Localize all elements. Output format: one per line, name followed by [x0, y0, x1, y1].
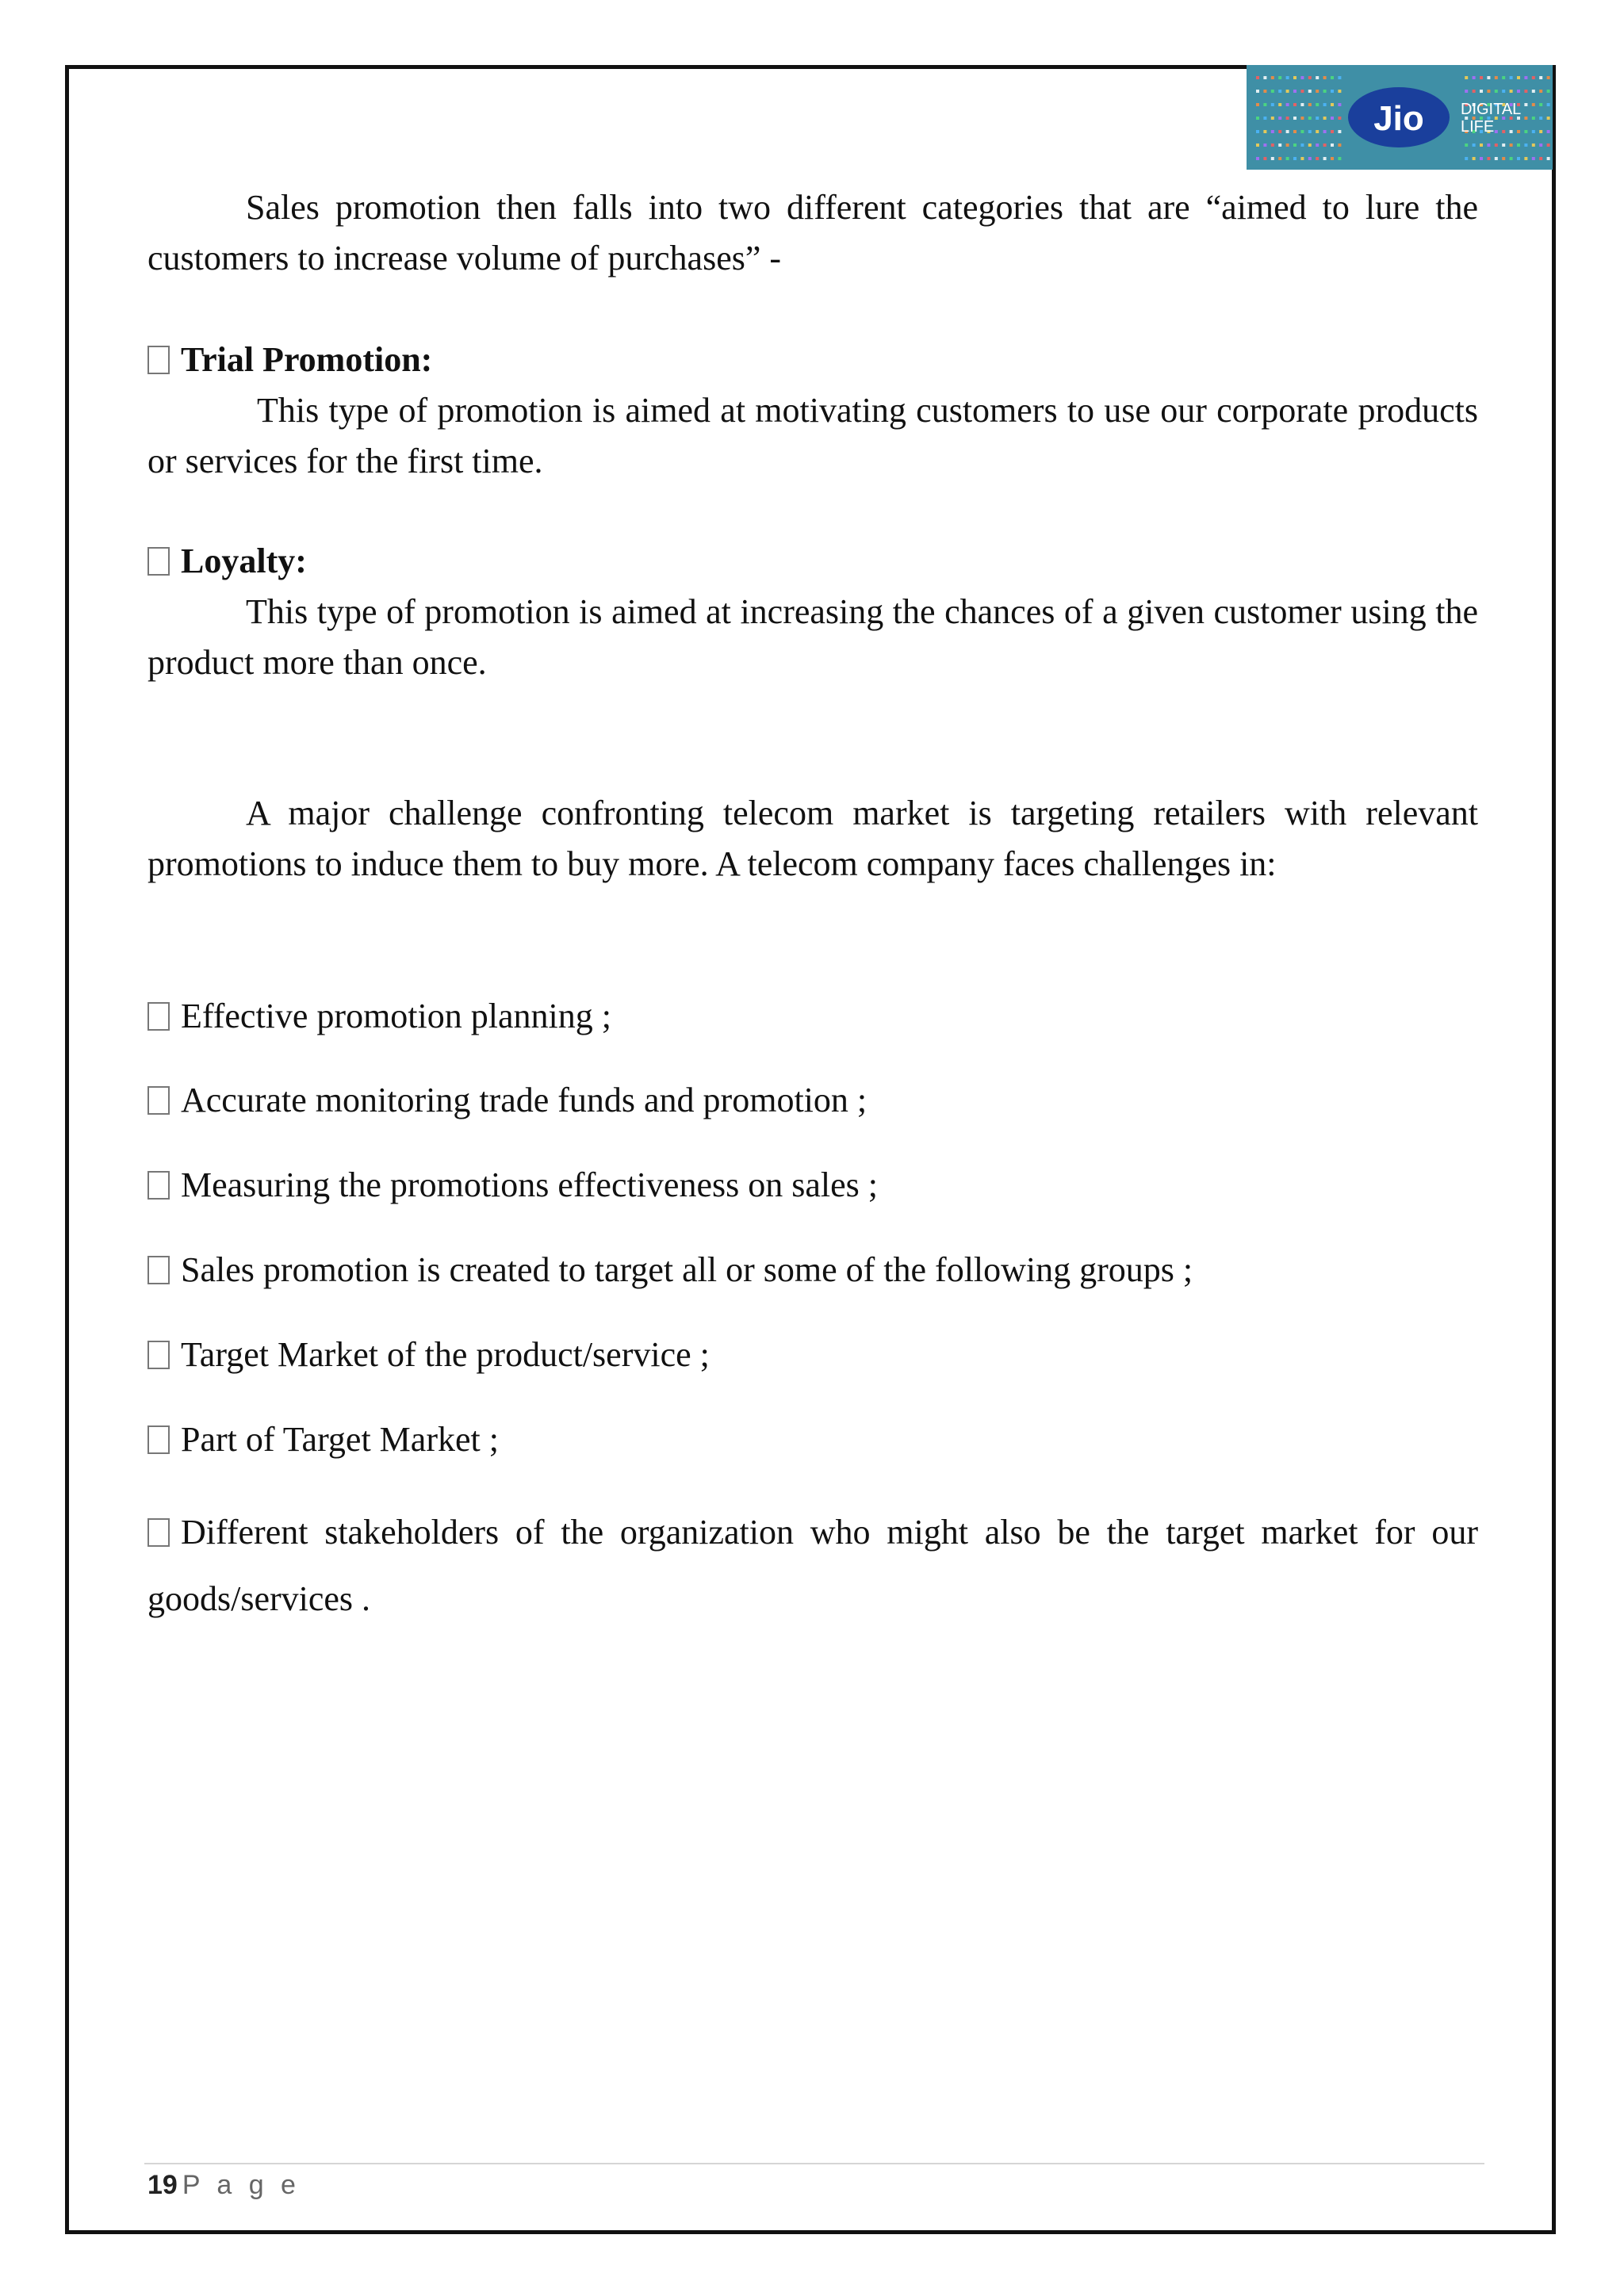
list-item-last [147, 1499, 1478, 1632]
bullet-box-icon [147, 1086, 170, 1115]
logo-dot [1256, 103, 1259, 106]
logo-dot [1338, 76, 1341, 79]
logo-dot [1308, 103, 1312, 106]
logo-dot [1293, 103, 1297, 106]
logo-dot [1524, 157, 1527, 160]
logo-dot [1308, 117, 1312, 120]
logo-dot [1524, 103, 1527, 106]
page-number: 19 [147, 2170, 178, 2200]
logo-dot [1524, 90, 1527, 93]
loyalty-body: This type of promotion is aimed at increasing the chances of a given customer using the product more than once. [147, 592, 1478, 682]
bullet-box-icon [147, 1425, 170, 1454]
logo-dot [1487, 76, 1490, 79]
logo-dot [1271, 130, 1274, 133]
logo-dot [1286, 157, 1289, 160]
logo-dot [1502, 130, 1505, 133]
logo-dot [1539, 90, 1542, 93]
logo-dot [1510, 130, 1513, 133]
logo-dot [1300, 117, 1304, 120]
logo-dot [1323, 130, 1327, 133]
loyalty-heading [147, 536, 1478, 587]
logo-dot [1286, 76, 1289, 79]
logo-dot [1256, 117, 1259, 120]
page-footer [147, 2168, 301, 2202]
page-label: P a g e [182, 2170, 301, 2200]
logo-dot [1256, 130, 1259, 133]
logo-dot [1316, 103, 1319, 106]
trial-heading [147, 335, 1478, 385]
logo-dot [1487, 157, 1490, 160]
logo-dot [1338, 117, 1341, 120]
logo-dot [1286, 117, 1289, 120]
logo-dot [1502, 90, 1505, 93]
logo-dot [1517, 76, 1520, 79]
logo-dot [1316, 144, 1319, 147]
logo-dot [1517, 157, 1520, 160]
logo-dot [1316, 90, 1319, 93]
logo-dot [1524, 117, 1527, 120]
logo-dot [1532, 144, 1535, 147]
logo-dot [1502, 157, 1505, 160]
logo-tagline-1: DIGITAL [1461, 101, 1522, 118]
logo-dot [1316, 157, 1319, 160]
logo-dot [1510, 76, 1513, 79]
logo-dot [1263, 90, 1266, 93]
bullet-box-icon [147, 547, 170, 576]
logo-dot [1256, 90, 1259, 93]
logo-dot [1547, 157, 1550, 160]
logo-dot [1263, 144, 1266, 147]
list-item [147, 1330, 1478, 1380]
logo-dot [1495, 144, 1498, 147]
list-item-text: Effective promotion planning ; [181, 997, 611, 1035]
logo-dot [1316, 117, 1319, 120]
logo-dot [1300, 130, 1304, 133]
logo-dot [1539, 144, 1542, 147]
logo-dot [1308, 130, 1312, 133]
logo-dot [1271, 103, 1274, 106]
logo-dot [1316, 76, 1319, 79]
logo-dot [1293, 130, 1297, 133]
logo-dot [1293, 157, 1297, 160]
logo-dot [1465, 144, 1468, 147]
logo-dot [1263, 103, 1266, 106]
logo-dot [1300, 157, 1304, 160]
logo-dot [1278, 157, 1281, 160]
logo-dot [1300, 90, 1304, 93]
logo-dot [1517, 130, 1520, 133]
logo-dot [1524, 76, 1527, 79]
logo-dot [1323, 144, 1327, 147]
logo-dot [1547, 117, 1550, 120]
logo-dot [1510, 157, 1513, 160]
logo-dot [1286, 144, 1289, 147]
bullet-box-icon [147, 1256, 170, 1284]
logo-dot [1331, 76, 1334, 79]
logo-dot [1532, 117, 1535, 120]
logo-dot [1338, 90, 1341, 93]
logo-dot [1495, 76, 1498, 79]
logo-dot [1510, 144, 1513, 147]
trial-body: This type of promotion is aimed at motivating customers to use our corporate products or services for the first time. [147, 391, 1478, 480]
challenge-paragraph: A major challenge confronting telecom market is targeting retailers with relevant promotions to induce them to buy more. A telecom company faces challenges in: [147, 794, 1478, 883]
logo-dot [1480, 76, 1483, 79]
logo-dot [1308, 144, 1312, 147]
logo-dot [1524, 130, 1527, 133]
bullet-box-icon [147, 1518, 170, 1547]
logo-dot [1293, 144, 1297, 147]
logo-dot [1316, 130, 1319, 133]
logo-dot [1271, 76, 1274, 79]
logo-dot [1532, 130, 1535, 133]
logo-dot [1278, 117, 1281, 120]
logo-dot [1300, 144, 1304, 147]
logo-dot [1547, 130, 1550, 133]
logo-dot [1256, 144, 1259, 147]
logo-dot [1331, 117, 1334, 120]
footer-divider [144, 2163, 1484, 2164]
jio-logo-graphic [1247, 65, 1553, 170]
logo-brand-text: Jio [1373, 99, 1424, 138]
logo-dot [1308, 76, 1312, 79]
list-item-text: Part of Target Market ; [181, 1420, 499, 1459]
logo-dot [1338, 144, 1341, 147]
logo-dot [1473, 157, 1476, 160]
logo-dot [1338, 130, 1341, 133]
logo-dot [1278, 103, 1281, 106]
logo-dot [1263, 130, 1266, 133]
logo-dot [1517, 90, 1520, 93]
logo-dot [1263, 76, 1266, 79]
intro-paragraph: Sales promotion then falls into two different categories that are “aimed to lure the customers to increase volume of purchases” - [147, 188, 1478, 277]
list-item-text: Different stakeholders of the organization who might also be the target market for our goods/services . [147, 1513, 1478, 1618]
bullet-box-icon [147, 1341, 170, 1369]
logo-dot [1263, 157, 1266, 160]
logo-dot [1539, 157, 1542, 160]
logo-dot [1271, 117, 1274, 120]
logo-dot [1331, 144, 1334, 147]
logo-dot [1331, 157, 1334, 160]
logo-dot [1539, 130, 1542, 133]
logo-dot [1323, 103, 1327, 106]
logo-dot [1532, 90, 1535, 93]
logo-dot [1271, 90, 1274, 93]
logo-dot [1473, 76, 1476, 79]
logo-dot [1308, 157, 1312, 160]
list-item [147, 1245, 1478, 1295]
logo-dot [1331, 130, 1334, 133]
logo-dot [1271, 144, 1274, 147]
logo-dot [1502, 144, 1505, 147]
logo-dot [1278, 76, 1281, 79]
logo-dot [1487, 90, 1490, 93]
list-item [147, 1414, 1478, 1465]
logo-dot [1331, 90, 1334, 93]
logo-dot [1480, 90, 1483, 93]
logo-dot [1293, 117, 1297, 120]
logo-dot [1495, 130, 1498, 133]
logo-dot [1278, 144, 1281, 147]
list-item-text: Target Market of the product/service ; [181, 1335, 710, 1374]
logo-dot [1338, 157, 1341, 160]
logo-dot [1323, 157, 1327, 160]
logo-dot [1480, 144, 1483, 147]
logo-dot [1331, 103, 1334, 106]
logo-dot [1547, 90, 1550, 93]
logo-dot [1323, 76, 1327, 79]
logo-dot [1473, 90, 1476, 93]
logo-dot [1271, 157, 1274, 160]
logo-dot [1256, 76, 1259, 79]
logo-dot [1495, 90, 1498, 93]
logo-dot [1465, 76, 1468, 79]
list-item-text: Sales promotion is created to target all or some of the following groups ; [181, 1250, 1193, 1289]
logo-dot [1338, 103, 1341, 106]
logo-dot [1293, 90, 1297, 93]
logo-dot [1502, 76, 1505, 79]
logo-dot [1465, 90, 1468, 93]
list-item-text: Accurate monitoring trade funds and promotion ; [181, 1081, 868, 1119]
logo-dot [1293, 76, 1297, 79]
logo-dot [1278, 130, 1281, 133]
logo-dot [1539, 76, 1542, 79]
logo-dot [1308, 90, 1312, 93]
logo-dot [1300, 76, 1304, 79]
logo-dot [1300, 103, 1304, 106]
loyalty-heading-text: Loyalty: [181, 541, 307, 580]
logo-dot [1517, 144, 1520, 147]
logo-dot [1547, 76, 1550, 79]
logo-dot [1465, 157, 1468, 160]
logo-dot [1487, 144, 1490, 147]
logo-dot [1495, 157, 1498, 160]
logo-dot [1256, 157, 1259, 160]
logo-dot [1286, 90, 1289, 93]
logo-dot [1510, 90, 1513, 93]
logo-dot [1532, 157, 1535, 160]
bullet-box-icon [147, 1171, 170, 1200]
list-item-text: Measuring the promotions effectiveness on sales ; [181, 1165, 878, 1204]
logo-dot [1547, 103, 1550, 106]
logo-dot [1286, 130, 1289, 133]
list-item [147, 1160, 1478, 1211]
logo-dot [1480, 157, 1483, 160]
logo-dot [1539, 117, 1542, 120]
logo-dot [1286, 103, 1289, 106]
logo-dot [1532, 103, 1535, 106]
logo-dot [1473, 144, 1476, 147]
logo-dot [1547, 144, 1550, 147]
bullet-box-icon [147, 1002, 170, 1031]
logo-dot [1539, 103, 1542, 106]
logo-dot [1323, 117, 1327, 120]
list-item [147, 1075, 1478, 1126]
logo-dot [1323, 90, 1327, 93]
logo-dot [1532, 76, 1535, 79]
list-item [147, 991, 1478, 1042]
logo-dot [1263, 117, 1266, 120]
trial-heading-text: Trial Promotion: [181, 340, 433, 379]
logo-tagline-2: LIFE [1461, 118, 1495, 136]
logo-dot [1524, 144, 1527, 147]
bullet-box-icon [147, 346, 170, 374]
jio-logo [1247, 65, 1553, 170]
logo-dot [1278, 90, 1281, 93]
